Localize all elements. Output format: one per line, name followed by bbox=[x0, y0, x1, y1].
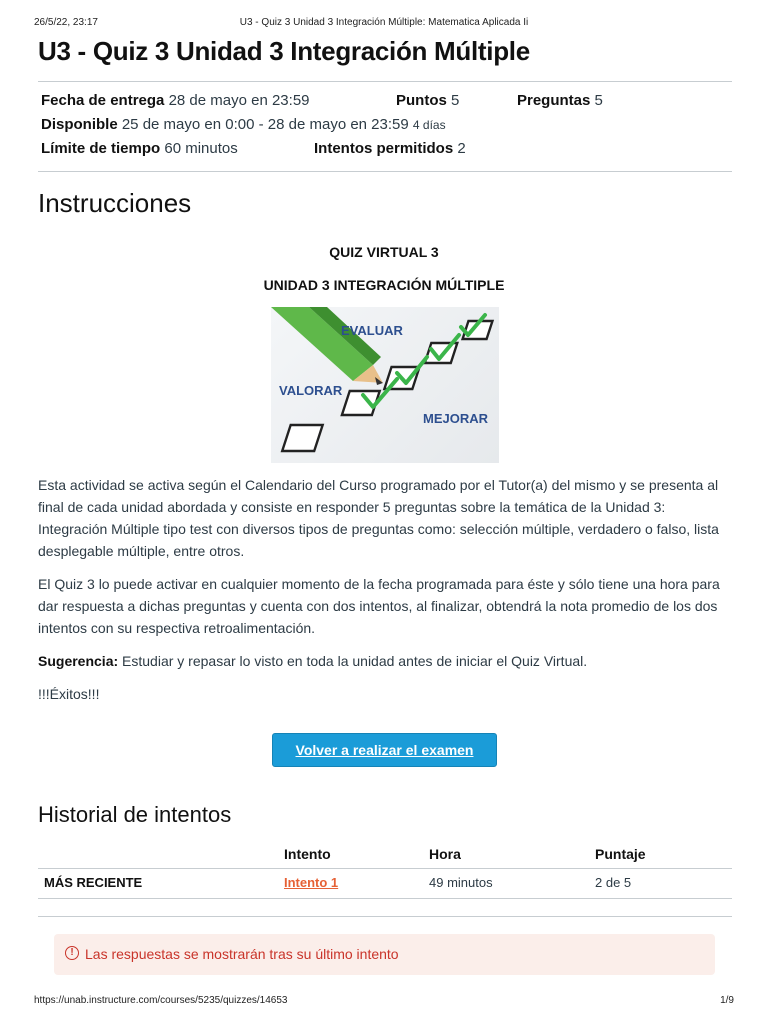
quiz-virtual-title: QUIZ VIRTUAL 3 bbox=[329, 244, 439, 260]
suggestion-text: Estudiar y repasar lo visto en toda la unidad antes de iniciar el Quiz Virtual. bbox=[118, 653, 588, 669]
col-header-attempt: Intento bbox=[284, 846, 331, 862]
questions-value: 5 bbox=[594, 92, 603, 109]
image-word-valorar: VALORAR bbox=[279, 383, 343, 398]
col-header-time: Hora bbox=[429, 846, 461, 862]
available-label: Disponible bbox=[41, 116, 118, 133]
time-limit-value: 60 minutos bbox=[164, 140, 238, 157]
section-divider bbox=[38, 916, 732, 917]
due-value: 28 de mayo en 23:59 bbox=[168, 92, 310, 109]
checklist-pencil-image bbox=[271, 307, 499, 463]
retake-quiz-button[interactable]: Volver a realizar el examen bbox=[272, 733, 497, 767]
notice-text: Las respuestas se mostrarán tras su último intento bbox=[85, 946, 399, 962]
table-header-row bbox=[38, 838, 732, 869]
unit-title: UNIDAD 3 INTEGRACIÓN MÚLTIPLE bbox=[263, 277, 505, 293]
points-label: Puntos bbox=[396, 92, 447, 109]
attempts-label: Intentos permitidos bbox=[314, 140, 454, 157]
print-url: https://unab.instructure.com/courses/5235/quizzes/14653 bbox=[34, 995, 288, 1006]
table-row bbox=[38, 868, 732, 899]
image-word-evaluar: EVALUAR bbox=[341, 323, 403, 338]
details-row-2 bbox=[41, 116, 446, 133]
instructions-paragraph-1: Esta actividad se activa según el Calendario del Curso programado por el Tutor(a) del mismo y se presenta al final de cada unidad abordada y consiste en responder 5 preguntas sobre la temática de la Unidad 3: Integración Múltiple tipo test con diversos tipos de preguntas como: selección múltiple, verdadero o falso, lista desplegable múltiple, entre otros. bbox=[38, 477, 719, 559]
attempt-1-link[interactable]: Intento 1 bbox=[284, 875, 339, 890]
attempts-value: 2 bbox=[457, 140, 466, 157]
suggestion-label: Sugerencia: bbox=[38, 653, 119, 669]
print-page-number: 1/9 bbox=[720, 995, 734, 1006]
evaluation-illustration bbox=[271, 307, 499, 463]
instructions-heading: Instrucciones bbox=[38, 188, 192, 218]
results-notice bbox=[54, 934, 715, 975]
available-value: 25 de mayo en 0:00 - 28 de mayo en 23:59 bbox=[121, 116, 409, 133]
row-label: MÁS RECIENTE bbox=[44, 875, 143, 890]
col-header-score: Puntaje bbox=[595, 846, 646, 862]
points-value: 5 bbox=[451, 92, 460, 109]
print-page-title: U3 - Quiz 3 Unidad 3 Integración Múltiple: Matematica Aplicada Ii bbox=[239, 17, 529, 28]
suggestion-paragraph bbox=[38, 650, 732, 672]
questions-label: Preguntas bbox=[517, 92, 591, 109]
attempt-time: 49 minutos bbox=[429, 875, 493, 890]
quiz-details bbox=[38, 81, 732, 172]
time-limit-label: Límite de tiempo bbox=[41, 140, 161, 157]
attempt-score: 2 de 5 bbox=[595, 875, 632, 890]
warning-circle-icon: ! bbox=[65, 946, 79, 960]
available-days: 4 días bbox=[412, 118, 446, 132]
quiz-title: U3 - Quiz 3 Unidad 3 Integración Múltiple bbox=[38, 36, 530, 66]
instructions-paragraph-2: El Quiz 3 lo puede activar en cualquier momento de la fecha programada para éste y sólo tiene una hora para dar respuesta a dichas preguntas y cuenta con dos intentos, al finalizar, obtendrá la nota promedio de los dos intentos con su respectiva retroalimentación. bbox=[38, 576, 720, 636]
due-label: Fecha de entrega bbox=[41, 92, 165, 109]
image-word-mejorar: MEJORAR bbox=[423, 411, 489, 426]
history-heading: Historial de intentos bbox=[38, 802, 232, 827]
closing-text: !!!Éxitos!!! bbox=[38, 686, 100, 702]
print-datetime: 26/5/22, 23:17 bbox=[34, 17, 98, 28]
